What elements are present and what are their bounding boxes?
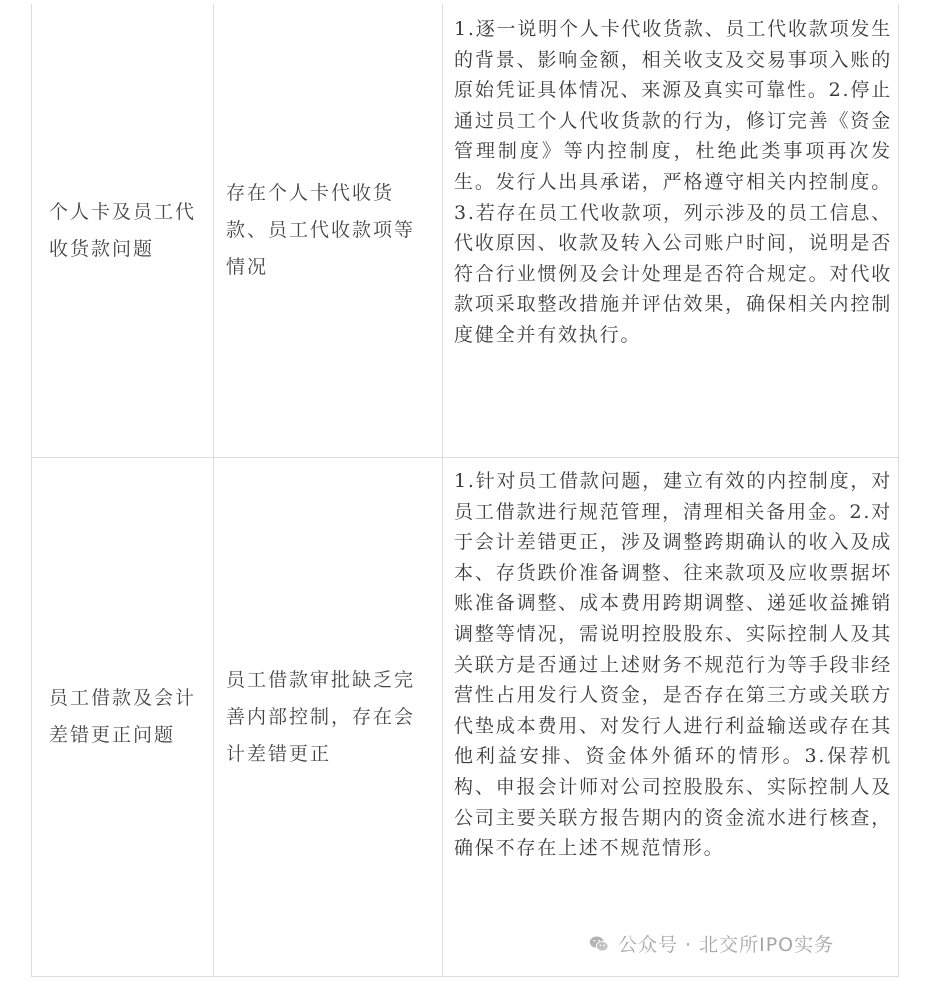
situation-cell <box>214 4 443 457</box>
situation-text: 存在个人卡代收货款、员工代收款项等情况 <box>226 182 416 278</box>
measures-cell <box>443 458 900 976</box>
measures-text: 1.逐一说明个人卡代收货款、员工代收款项发生的背景、影响金额，相关收支及交易事项入账的原始凭证具体情况、来源及真实可靠性。2.停止通过员工个人代收货款的行为，修订完善《资金管理制度》等内控制度，杜绝此类事项再次发生。发行人出具承诺，严格遵守相关内控制度。3.若存在员工代收款项，列示涉及的员工信息、代收原因、收款及转入公司账户时间，说明是否符合行业惯例及会计处理是否符合规定。对代收款项采取整改措施并评估效果，确保相关内控制度健全并有效执行。 <box>454 18 892 346</box>
watermark-text: 公众号 · 北交所IPO实务 <box>618 934 835 956</box>
issue-cell <box>32 458 214 976</box>
issue-cell <box>32 4 214 457</box>
table-row <box>32 4 898 458</box>
wechat-icon <box>588 933 610 955</box>
watermark <box>588 930 834 957</box>
table-row <box>32 458 898 976</box>
issues-table <box>31 4 899 977</box>
situation-text: 员工借款审批缺乏完善内部控制，存在会计差错更正 <box>226 668 416 765</box>
measures-cell <box>443 4 900 457</box>
measures-text: 1.针对员工借款问题，建立有效的内控制度，对员工借款进行规范管理，清理相关备用金。2.对于会计差错更正，涉及调整跨期确认的收入及成本、存货跌价准备调整、往来款项及应收票据坏账准备调整、成本费用跨期调整、递延收益摊销调整等情况，需说明控股股东、实际控制人及其关联方是否通过上述财务不规范行为等手段非经营性占用发行人资金，是否存在第三方或关联方代垫成本费用、对发行人进行利益输送或存在其他利益安排、资金体外循环的情形。3.保荐机构、申报会计师对公司控股股东、实际控制人及公司主要关联方报告期内的资金流水进行核查，确保不存在上述不规范情形。 <box>454 470 892 860</box>
issue-text: 员工借款及会计差错更正问题 <box>49 687 197 746</box>
situation-cell <box>214 458 443 976</box>
issue-text: 个人卡及员工代收货款问题 <box>49 200 197 260</box>
